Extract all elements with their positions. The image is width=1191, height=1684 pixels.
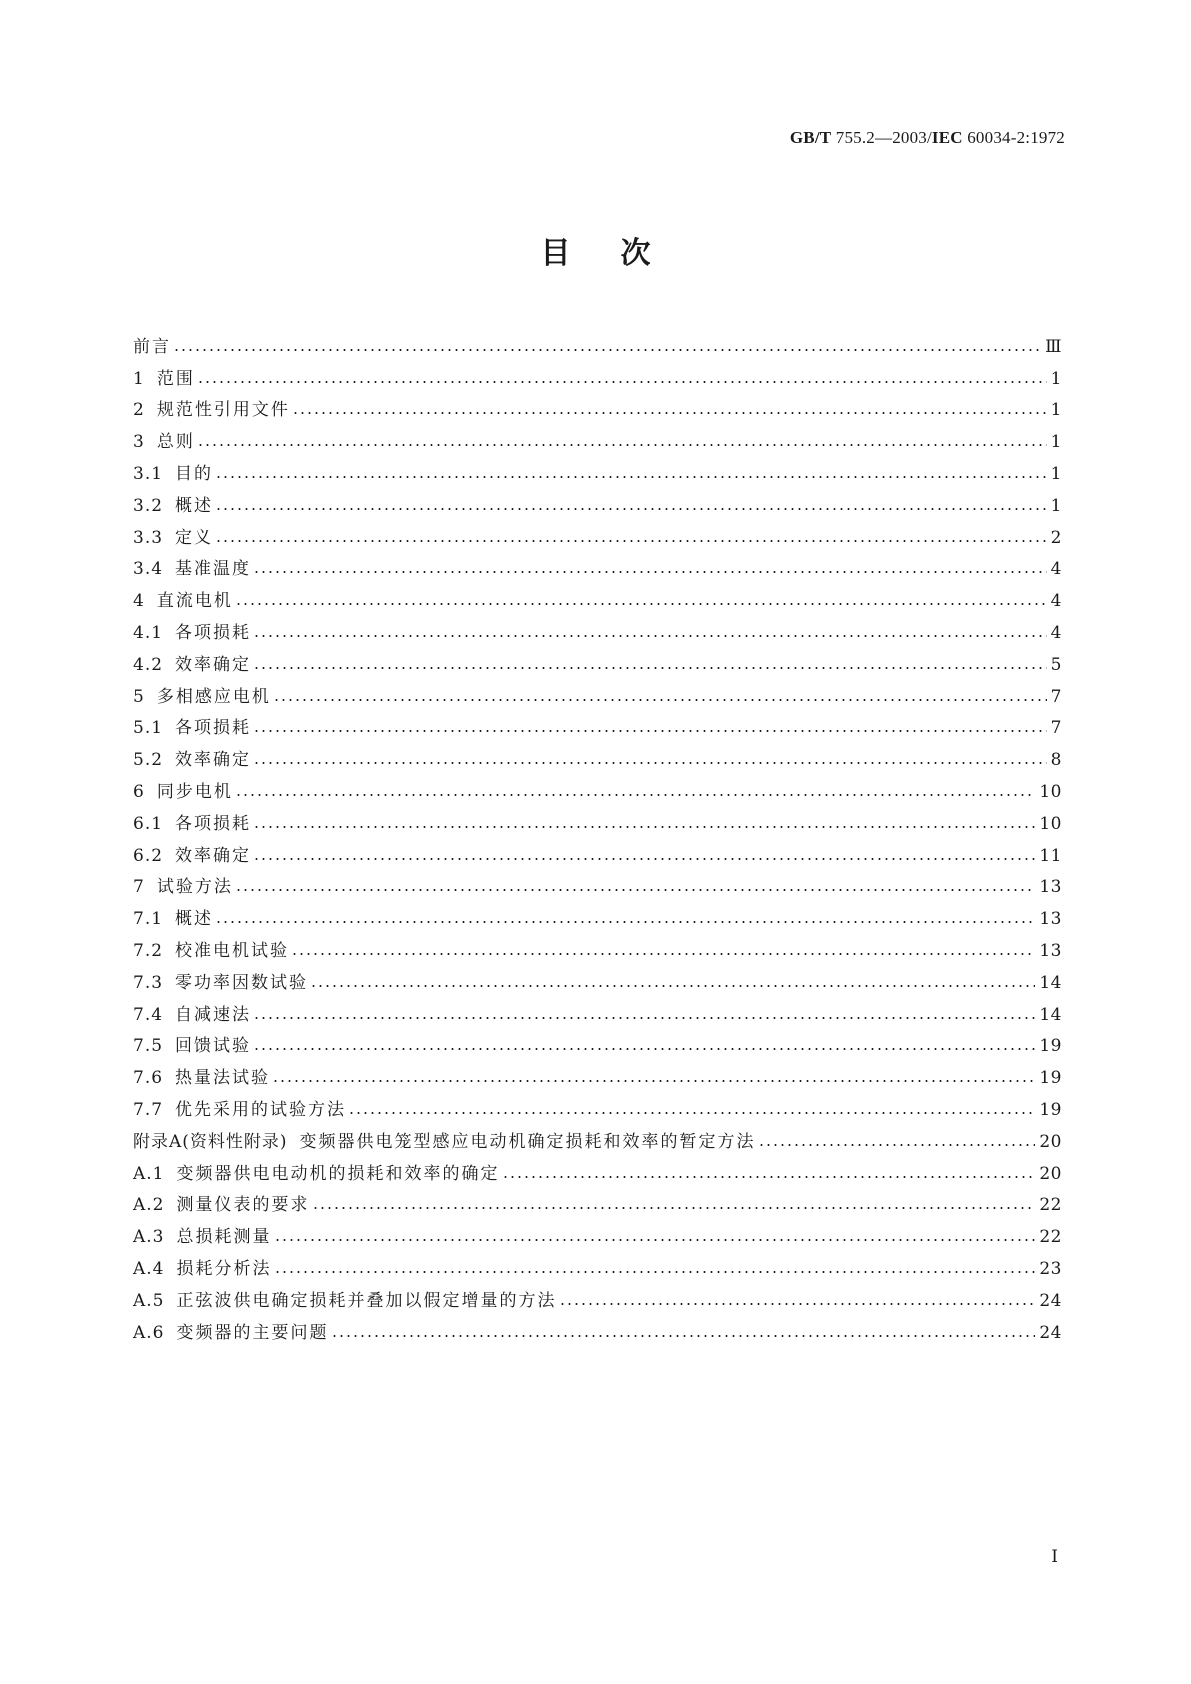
toc-entry[interactable] xyxy=(133,1126,1062,1158)
toc-dot-leader xyxy=(253,634,1047,638)
toc-entry[interactable] xyxy=(133,1190,1062,1222)
toc-entry[interactable] xyxy=(133,1253,1062,1285)
toc-entry[interactable] xyxy=(133,458,1062,490)
toc-dot-leader xyxy=(274,1270,1036,1274)
toc-entry-number: 7.5 xyxy=(133,1036,164,1057)
toc-entry-number: 3 xyxy=(133,432,145,453)
toc-entry[interactable] xyxy=(133,903,1062,935)
toc-entry[interactable] xyxy=(133,331,1062,363)
toc-dot-leader xyxy=(235,793,1036,797)
toc-entry[interactable] xyxy=(133,744,1062,776)
toc-entry-number: A.5 xyxy=(133,1290,165,1311)
toc-entry-label: 测量仪表的要求 xyxy=(176,1195,310,1216)
toc-entry-number: 4.1 xyxy=(133,623,164,644)
toc-entry-label: 各项损耗 xyxy=(175,813,252,834)
toc-entry-number: A.2 xyxy=(133,1195,165,1216)
toc-entry-page: 13 xyxy=(1039,909,1062,930)
toc-entry-number: 7.2 xyxy=(133,941,164,962)
toc-entry-label: 概述 xyxy=(175,495,214,516)
toc-dot-leader xyxy=(173,348,1041,352)
toc-entry-number: 2 xyxy=(133,400,145,421)
toc-entry[interactable] xyxy=(133,649,1062,681)
toc-entry[interactable] xyxy=(133,967,1062,999)
toc-entry-label: 各项损耗 xyxy=(175,718,252,739)
toc-entry-page: 20 xyxy=(1039,1131,1062,1152)
toc-dot-leader xyxy=(274,1238,1036,1242)
toc-entry-number: A.4 xyxy=(133,1259,165,1279)
toc-entry-label: 基准温度 xyxy=(175,559,252,580)
toc-entry[interactable] xyxy=(133,935,1062,967)
toc-entry[interactable] xyxy=(133,999,1062,1031)
toc-entry-page: 1 xyxy=(1050,464,1062,485)
toc-entry-number: 4 xyxy=(133,591,145,612)
toc-dot-leader xyxy=(310,984,1035,988)
toc-entry-label: 试验方法 xyxy=(156,877,233,898)
toc-entry-number: 6.2 xyxy=(133,845,164,866)
toc-entry-label: 回馈试验 xyxy=(175,1036,252,1057)
toc-entry-page: 10 xyxy=(1039,813,1062,834)
toc-entry-page: 1 xyxy=(1050,432,1062,453)
toc-entry-label: 多相感应电机 xyxy=(156,686,271,707)
toc-entry[interactable] xyxy=(133,617,1062,649)
page-number: I xyxy=(1051,1547,1058,1567)
toc-entry-page: 14 xyxy=(1039,1004,1062,1025)
toc-entry-label: 热量法试验 xyxy=(175,1068,271,1089)
toc-entry-page: 19 xyxy=(1039,1036,1062,1057)
toc-entry[interactable] xyxy=(133,554,1062,586)
toc-dot-leader xyxy=(758,1143,1036,1147)
toc-entry-number: A.3 xyxy=(133,1227,165,1248)
toc-entry[interactable] xyxy=(133,840,1062,872)
toc-dot-leader xyxy=(253,857,1035,861)
iec-number: 60034-2:1972 xyxy=(962,128,1065,147)
toc-entry-page: 1 xyxy=(1050,368,1062,389)
toc-entry[interactable] xyxy=(133,1158,1062,1190)
toc-entry[interactable] xyxy=(133,808,1062,840)
toc-entry-label: 同步电机 xyxy=(156,782,233,803)
toc-entry-page: 19 xyxy=(1039,1068,1062,1089)
toc-entry[interactable] xyxy=(133,713,1062,745)
toc-dot-leader xyxy=(272,1079,1035,1083)
toc-entry-number: 7 xyxy=(133,877,145,898)
toc-entry-label: 概述 xyxy=(175,909,214,930)
toc-dot-leader xyxy=(215,475,1047,479)
toc-entry[interactable] xyxy=(133,1062,1062,1094)
toc-entry-label: 定义 xyxy=(175,527,214,548)
toc-entry-number: 7.6 xyxy=(133,1068,164,1089)
toc-entry-label: 总则 xyxy=(156,432,195,453)
toc-dot-leader xyxy=(253,666,1047,670)
toc-dot-leader xyxy=(253,1047,1035,1051)
toc-entry-label: 优先采用的试验方法 xyxy=(175,1100,347,1121)
toc-entry-number: 7.4 xyxy=(133,1004,164,1025)
toc-entry-number: 5 xyxy=(133,686,145,707)
toc-entry-page: 7 xyxy=(1050,718,1062,739)
toc-entry[interactable] xyxy=(133,872,1062,904)
toc-entry[interactable] xyxy=(133,1031,1062,1063)
toc-entry-label: 范围 xyxy=(156,368,195,389)
toc-entry-page: 14 xyxy=(1039,972,1062,993)
toc-entry-page: 13 xyxy=(1039,877,1062,898)
toc-entry-label: 效率确定 xyxy=(175,845,252,866)
toc-entry-page: 22 xyxy=(1039,1195,1062,1216)
toc-entry-page: 4 xyxy=(1050,623,1062,644)
toc-dot-leader xyxy=(559,1302,1036,1306)
standard-number: 755.2—2003/ xyxy=(831,128,932,147)
toc-entry-label: 零功率因数试验 xyxy=(175,972,309,993)
toc-entry-number: 1 xyxy=(133,368,145,389)
toc-entry-number: 6 xyxy=(133,782,145,803)
toc-dot-leader xyxy=(235,888,1036,892)
toc-dot-leader xyxy=(502,1175,1036,1179)
toc-dot-leader xyxy=(197,380,1047,384)
toc-dot-leader xyxy=(215,539,1047,543)
toc-entry-page: 13 xyxy=(1039,941,1062,962)
toc-entry-page: 10 xyxy=(1039,782,1062,803)
toc-dot-leader xyxy=(292,411,1047,415)
toc-entry-page: 11 xyxy=(1039,845,1062,866)
toc-entry-number: A.6 xyxy=(133,1322,165,1343)
toc-dot-leader xyxy=(312,1206,1036,1210)
toc-entry-page: 4 xyxy=(1050,591,1062,612)
toc-entry-number: 7.3 xyxy=(133,972,164,993)
toc-dot-leader xyxy=(253,570,1047,574)
toc-dot-leader xyxy=(253,1016,1035,1020)
toc-entry-label: 总损耗测量 xyxy=(176,1227,272,1248)
toc-entry-page: 1 xyxy=(1050,400,1062,421)
toc-entry-page: 1 xyxy=(1050,495,1062,516)
toc-entry-label: 规范性引用文件 xyxy=(156,400,290,421)
toc-entry-label: 效率确定 xyxy=(175,654,252,675)
toc-dot-leader xyxy=(291,952,1035,956)
toc-entry-page: 23 xyxy=(1039,1259,1062,1279)
toc-entry-number: 3.2 xyxy=(133,495,164,516)
toc-entry[interactable] xyxy=(133,363,1062,395)
toc-entry-number: 3.1 xyxy=(133,464,164,485)
toc-dot-leader xyxy=(331,1334,1036,1338)
toc-entry-number: 3.4 xyxy=(133,559,164,580)
toc-entry-number: 4.2 xyxy=(133,654,164,675)
toc-entry[interactable] xyxy=(133,426,1062,458)
toc-dot-leader xyxy=(253,761,1047,765)
toc-dot-leader xyxy=(348,1111,1035,1115)
toc-entry-page: 7 xyxy=(1050,686,1062,707)
toc-entry-page: 8 xyxy=(1050,750,1062,771)
toc-entry-page: 24 xyxy=(1039,1290,1062,1311)
toc-entry[interactable] xyxy=(133,1094,1062,1126)
toc-entry-number: 7.7 xyxy=(133,1100,164,1121)
toc-entry-number: A.1 xyxy=(133,1163,165,1184)
toc-entry-label: 目的 xyxy=(175,464,214,485)
toc-entry-number: 5.2 xyxy=(133,750,164,771)
toc-entry[interactable] xyxy=(133,1221,1062,1253)
toc-entry-label: 正弦波供电确定损耗并叠加以假定增量的方法 xyxy=(176,1290,557,1311)
toc-dot-leader xyxy=(235,602,1047,606)
toc-dot-leader xyxy=(197,443,1047,447)
toc-entry[interactable] xyxy=(133,681,1062,713)
toc-entry-page: 24 xyxy=(1039,1322,1062,1343)
toc-dot-leader xyxy=(253,825,1035,829)
standard-prefix: GB/T xyxy=(789,128,832,147)
page-title: 目次 xyxy=(540,236,701,271)
toc-dot-leader xyxy=(253,729,1047,733)
toc-entry-label: 效率确定 xyxy=(175,750,252,771)
toc-dot-leader xyxy=(273,698,1047,702)
iec-prefix: IEC xyxy=(931,128,963,147)
toc-entry-label: 变频器供电电动机的损耗和效率的确定 xyxy=(176,1163,500,1184)
toc-entry[interactable] xyxy=(133,1285,1062,1317)
toc-entry-page: Ⅲ xyxy=(1045,336,1062,357)
toc-entry-number: 5.1 xyxy=(133,718,164,739)
toc-entry-label: 校准电机试验 xyxy=(175,941,290,962)
toc-dot-leader xyxy=(215,920,1035,924)
toc-entry[interactable] xyxy=(133,585,1062,617)
toc-entry-page: 22 xyxy=(1039,1227,1062,1248)
toc-dot-leader xyxy=(215,507,1047,511)
toc-entry-label: 变频器供电笼型感应电动机确定损耗和效率的暂定方法 xyxy=(299,1131,756,1152)
toc-entry-number: 3.3 xyxy=(133,527,164,548)
toc-entry-label: 损耗分析法 xyxy=(176,1259,272,1279)
toc-entry[interactable] xyxy=(133,490,1062,522)
table-of-contents xyxy=(133,331,1062,1349)
toc-entry-label: 各项损耗 xyxy=(175,623,252,644)
toc-entry-page: 19 xyxy=(1039,1100,1062,1121)
toc-entry[interactable] xyxy=(133,776,1062,808)
toc-entry-page: 4 xyxy=(1050,559,1062,580)
toc-entry[interactable] xyxy=(133,522,1062,554)
toc-entry-page: 20 xyxy=(1039,1163,1062,1184)
toc-entry[interactable] xyxy=(133,1317,1062,1349)
toc-entry-number: 7.1 xyxy=(133,909,164,930)
standard-code xyxy=(790,128,1065,148)
toc-entry-label: 变频器的主要问题 xyxy=(176,1322,329,1343)
toc-entry-label: 前言 xyxy=(133,336,171,357)
toc-entry-number: 6.1 xyxy=(133,813,164,834)
toc-entry[interactable] xyxy=(133,395,1062,427)
toc-entry-label: 直流电机 xyxy=(156,591,233,612)
toc-entry-page: 2 xyxy=(1050,527,1062,548)
toc-entry-number: 附录A(资料性附录) xyxy=(133,1131,288,1152)
toc-entry-page: 5 xyxy=(1050,654,1062,675)
toc-entry-label: 自减速法 xyxy=(175,1004,252,1025)
